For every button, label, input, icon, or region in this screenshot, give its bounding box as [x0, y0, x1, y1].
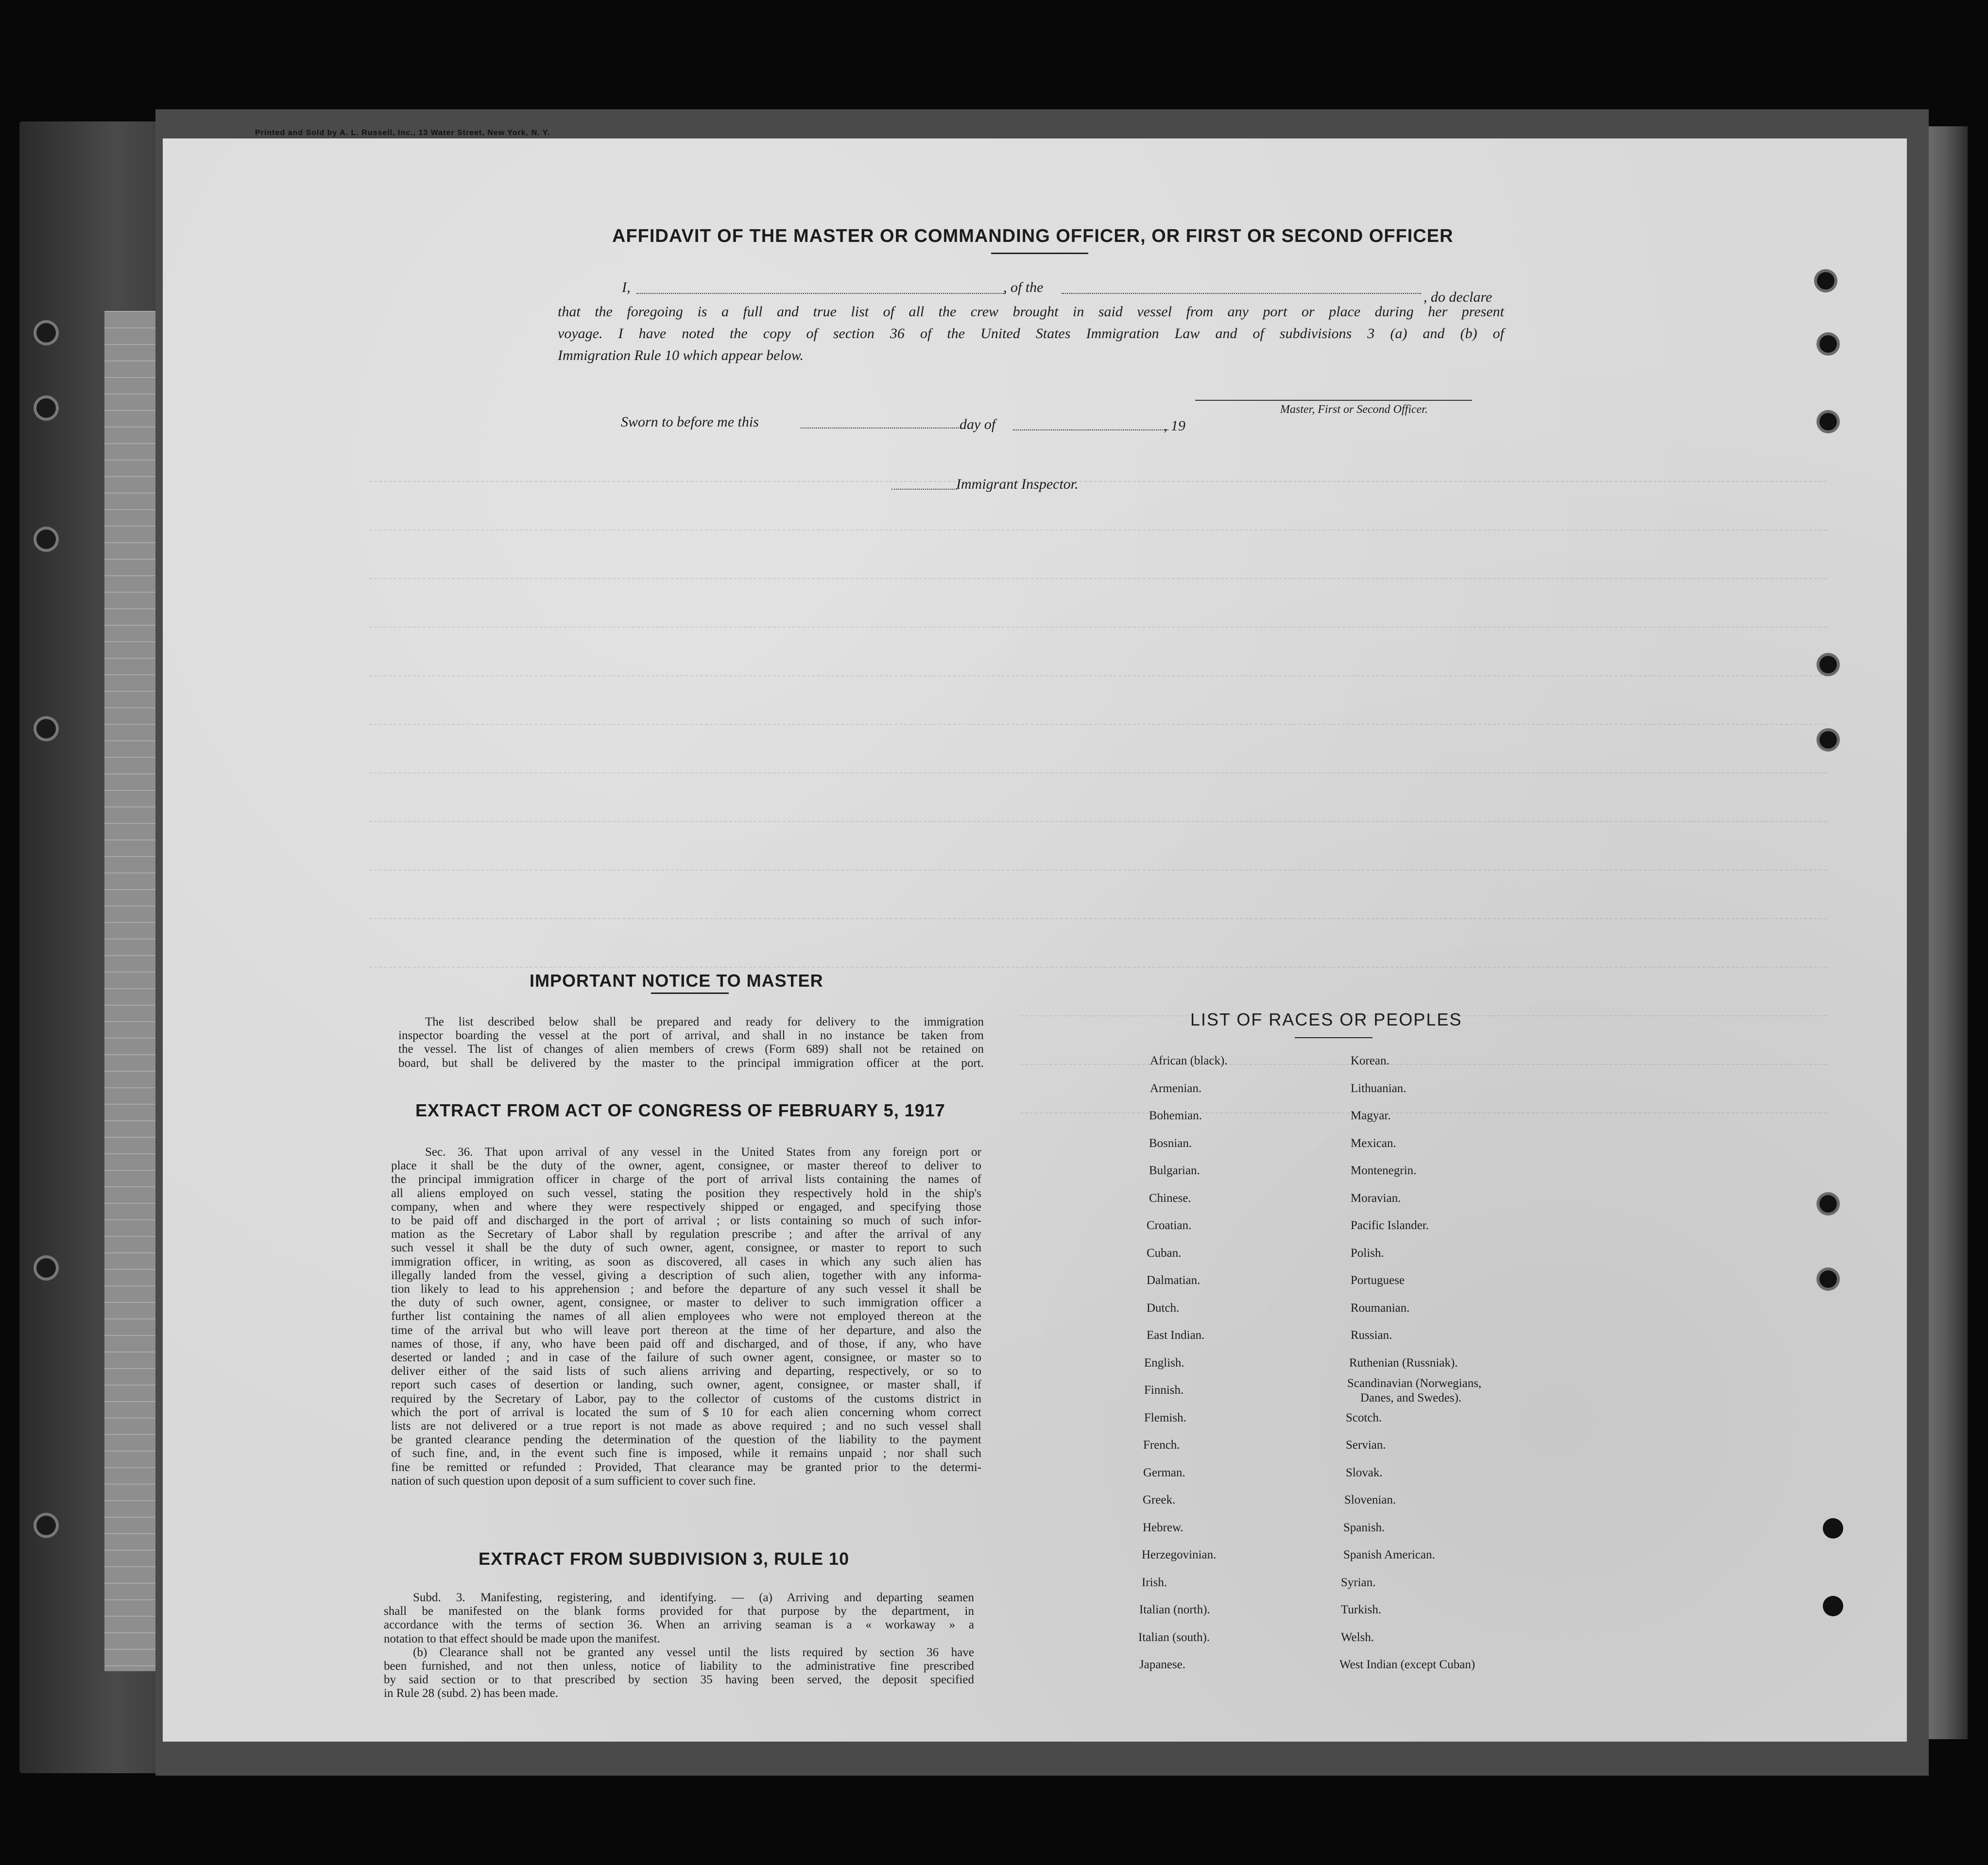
- race-item: Mexican.: [1351, 1136, 1396, 1150]
- bleed-through: [1020, 1112, 1827, 1125]
- affidavit-title: AFFIDAVIT OF THE MASTER OR COMMANDING OFFICER, OR FIRST OR SECOND OFFICER: [612, 226, 1454, 246]
- act-line: required by the Secretary of Labor, pay to the collector of customs of the customs district in: [391, 1392, 981, 1405]
- notice-body: [398, 1015, 984, 1070]
- race-item: Herzegovinian.: [1142, 1548, 1217, 1561]
- rule-line: by said section or to that prescribed by section 35 having been served, the deposit specified: [384, 1673, 974, 1687]
- rule-line: shall be manifested on the blank forms provided for that purpose by the department, in: [384, 1605, 974, 1618]
- race-item: African (black).: [1150, 1054, 1228, 1067]
- act-line: the duty of such owner, agent, consignee, or master to deliver to such immigration officer a: [391, 1296, 981, 1310]
- race-item: Pacific Islander.: [1351, 1219, 1429, 1232]
- race-item: Magyar.: [1351, 1109, 1391, 1122]
- bleed-through: [369, 481, 1827, 494]
- race-item: French.: [1143, 1438, 1180, 1452]
- notice-title: IMPORTANT NOTICE TO MASTER: [530, 971, 823, 991]
- race-item: Scotch.: [1346, 1411, 1382, 1424]
- race-item: Ruthenian (Russniak).: [1349, 1356, 1458, 1369]
- act-extract-body: [391, 1146, 981, 1488]
- race-item: Moravian.: [1351, 1191, 1401, 1205]
- notice-line: The list described below shall be prepared and ready for delivery to the immigration: [425, 1015, 984, 1028]
- master-name-line: [636, 293, 1006, 294]
- notice-line: the vessel. The list of changes of alien members of crews (Form 689) shall not be retained on: [398, 1043, 984, 1056]
- race-item: Italian (north).: [1139, 1603, 1210, 1616]
- act-line: all aliens employed on such vessel, stating the position they respectively hold in the ship's: [391, 1186, 981, 1200]
- rule-line: accordance with the terms of section 36. When an arriving seaman is a « workaway » a: [384, 1618, 974, 1632]
- race-item: Scandinavian (Norwegians,: [1347, 1377, 1482, 1390]
- day-of-label: day of: [960, 416, 996, 432]
- rule-extract-title: EXTRACT FROM SUBDIVISION 3, RULE 10: [479, 1549, 850, 1569]
- notice-line: board, but shall be delivered by the master to the principal immigration officer at the port.: [398, 1056, 984, 1070]
- race-item: Finnish.: [1144, 1384, 1184, 1397]
- bleed-through: [369, 870, 1827, 882]
- act-line: immigration officer, in writing, as soon as discovered, all cases in which any such alien has: [391, 1255, 981, 1268]
- race-item: English.: [1144, 1356, 1184, 1369]
- act-line: such vessel it shall be the duty of such owner, agent, consignee, or master to report to such: [391, 1241, 981, 1255]
- rule-line: been furnished, and not then unless, notice of liability to the administrative fine prescribed: [384, 1660, 974, 1673]
- affidavit-body-line-3: Immigration Rule 10 which appear below.: [558, 347, 804, 363]
- race-item: Montenegrin.: [1351, 1164, 1417, 1177]
- inspector-line: [891, 489, 957, 490]
- race-item: Bulgarian.: [1149, 1164, 1200, 1177]
- race-item: Greek.: [1143, 1493, 1176, 1506]
- race-item: Irish.: [1142, 1575, 1167, 1589]
- printer-imprint: Printed and Sold by A. L. Russell, Inc., 13 Water Street, New York, N. Y.: [255, 129, 550, 137]
- rule-line: in Rule 28 (subd. 2) has been made.: [384, 1687, 558, 1700]
- act-line: Sec. 36. That upon arrival of any vessel in the United States from any foreign port or: [425, 1146, 981, 1159]
- act-line: time of the arrival but who will leave port thereon at the time of her departure, and also the: [391, 1323, 981, 1337]
- race-item: Bosnian.: [1149, 1136, 1192, 1150]
- race-item: Roumanian.: [1351, 1301, 1410, 1315]
- binder-hole: [36, 1516, 56, 1535]
- punch-hole: [1819, 656, 1837, 673]
- bleed-through: [1020, 1064, 1827, 1077]
- bleed-through: [369, 772, 1827, 785]
- bleed-through: [369, 918, 1827, 931]
- bleed-through: [369, 821, 1827, 834]
- act-line: names of those, if any, who have been paid off and discharged, and of those, if any, who have: [391, 1337, 981, 1351]
- affidavit-body-line-1: that the foregoing is a full and true list of all the crew brought in said vessel from any port or place during her present: [558, 304, 1504, 320]
- rule-line: Subd. 3. Manifesting, registering, and identifying. — (a) Arriving and departing seamen: [413, 1591, 974, 1604]
- bleed-through: [369, 675, 1827, 688]
- bleed-through: [369, 578, 1827, 591]
- punch-hole: [1819, 413, 1837, 430]
- document-sheet: [163, 138, 1907, 1742]
- race-item: Dalmatian.: [1147, 1274, 1200, 1287]
- race-item: Croatian.: [1147, 1219, 1192, 1232]
- act-line: the principal immigration officer in charge of the port of arrival lists containing the names of: [391, 1173, 981, 1186]
- race-item: Russian.: [1351, 1329, 1392, 1342]
- binder-hole: [36, 530, 56, 549]
- act-line: report such cases of desertion or landing, such owner, agent, consignee, or master shall, if: [391, 1378, 981, 1392]
- race-item: Syrian.: [1341, 1575, 1376, 1589]
- act-line: further list containing the names of all alien employees who were not employed thereon at the: [391, 1310, 981, 1323]
- act-line: deserted or landed ; and in case of the failure of such owner agent, consignee, or master so to: [391, 1351, 981, 1365]
- of-the-label: , of the: [1003, 279, 1044, 295]
- race-item: Spanish American.: [1343, 1548, 1435, 1561]
- act-line: to be paid off and discharged in the port of arrival ; or lists containing so much of such infor-: [391, 1214, 981, 1228]
- race-item: Italian (south).: [1138, 1630, 1210, 1644]
- act-line: nation of such question upon deposit of a sum sufficient to cover such fine.: [391, 1474, 756, 1488]
- year-label: , 19: [1164, 418, 1185, 434]
- do-declare-label: , do declare: [1423, 289, 1492, 305]
- act-line: tion likely to lead to his apprehension ; and before the departure of any such vessel it shall be: [391, 1283, 981, 1296]
- sworn-month-line: [1013, 429, 1168, 430]
- notice-rule: [651, 992, 729, 994]
- race-item: Japanese.: [1139, 1658, 1186, 1671]
- binder-hole: [36, 323, 56, 342]
- race-item: Portuguese: [1351, 1274, 1405, 1287]
- act-line: which the port of arrival is located the sum of $ 10 for each alien concerning whom correct: [391, 1405, 981, 1419]
- race-item: German.: [1143, 1466, 1185, 1479]
- act-line: place it shall be the duty of the owner, agent, consignee, or master thereof to deliver to: [391, 1159, 981, 1173]
- act-line: illegally landed from the vessel, giving a description of such alien, together with any informa-: [391, 1268, 981, 1282]
- race-item: Bohemian.: [1149, 1109, 1202, 1122]
- rule-line: (b) Clearance shall not be granted any vessel until the lists required by section 36 have: [413, 1645, 974, 1659]
- punch-hole: [1823, 1518, 1843, 1539]
- rule-line: notation to that effect should be made upon the manifest.: [384, 1632, 660, 1645]
- races-rule: [1295, 1037, 1372, 1038]
- signature-line: [1195, 400, 1472, 401]
- binder-hole: [36, 1258, 56, 1278]
- race-item: Lithuanian.: [1351, 1081, 1406, 1095]
- affidavit-body-line-2: voyage. I have noted the copy of section 36 of the United States Immigration Law and of subdivisions 3 (a) and (b) of: [558, 325, 1504, 342]
- races-title: LIST OF RACES OR PEOPLES: [1190, 1009, 1462, 1029]
- punch-hole: [1819, 1195, 1837, 1213]
- act-line: be granted clearance pending the determination of the question of the liability to the payment: [391, 1433, 981, 1447]
- binder-hole: [36, 719, 56, 738]
- act-line: lists are not delivered or a true report is not made as above required ; and no such vessel shall: [391, 1420, 981, 1433]
- act-line: of such fine, and, in the event such fine is imposed, while it remains unpaid ; nor shall such: [391, 1447, 981, 1460]
- race-item: Slovenian.: [1344, 1493, 1396, 1506]
- title-rule: [991, 253, 1088, 254]
- race-item: Flemish.: [1144, 1411, 1186, 1424]
- punch-hole: [1823, 1596, 1843, 1616]
- race-item: Korean.: [1351, 1054, 1389, 1067]
- race-item: Dutch.: [1147, 1301, 1180, 1315]
- race-item: Welsh.: [1341, 1630, 1374, 1644]
- race-item: West Indian (except Cuban): [1339, 1658, 1475, 1671]
- race-item: Chinese.: [1149, 1191, 1191, 1205]
- bleed-through: [369, 724, 1827, 736]
- race-item: East Indian.: [1147, 1329, 1205, 1342]
- act-line: fine be remitted or refunded : Provided, That clearance may be granted prior to the determi-: [391, 1460, 981, 1474]
- punch-hole: [1817, 272, 1834, 290]
- inspector-caption: Immigrant Inspector.: [956, 476, 1079, 492]
- rule-extract-body: [384, 1591, 974, 1701]
- act-extract-title: EXTRACT FROM ACT OF CONGRESS OF FEBRUARY 5, 1917: [415, 1100, 945, 1120]
- race-item: Turkish.: [1341, 1603, 1382, 1616]
- bleed-through: [369, 627, 1827, 639]
- race-item: Hebrew.: [1143, 1521, 1183, 1534]
- sworn-label: Sworn to before me this: [621, 414, 759, 430]
- race-item: Cuban.: [1147, 1246, 1182, 1260]
- race-item: Spanish.: [1343, 1521, 1385, 1534]
- act-line: mation as the Secretary of Labor shall by regulation prescribe ; and after the arrival of any: [391, 1228, 981, 1241]
- vessel-name-line: [1062, 293, 1421, 294]
- race-item: Armenian.: [1150, 1081, 1202, 1095]
- punch-hole: [1819, 1270, 1837, 1288]
- bleed-through: [369, 530, 1827, 542]
- notice-line: inspector boarding the vessel at the port of arrival, and shall in no instance be taken from: [398, 1029, 984, 1043]
- race-item: Servian.: [1346, 1438, 1386, 1452]
- race-item: Slovak.: [1346, 1466, 1383, 1479]
- binder-hole: [36, 398, 56, 418]
- signature-caption: Master, First or Second Officer.: [1280, 403, 1428, 416]
- race-item: Polish.: [1351, 1246, 1384, 1260]
- act-line: deliver either of the said lists of such aliens arriving and departing, respectively, or so to: [391, 1365, 981, 1378]
- act-line: company, when and where they were respectively shipped or engaged, and specifying those: [391, 1200, 981, 1214]
- punch-hole: [1819, 335, 1837, 353]
- affidavit-i-label: I,: [622, 279, 631, 295]
- race-item-continuation: Danes, and Swedes).: [1360, 1391, 1462, 1404]
